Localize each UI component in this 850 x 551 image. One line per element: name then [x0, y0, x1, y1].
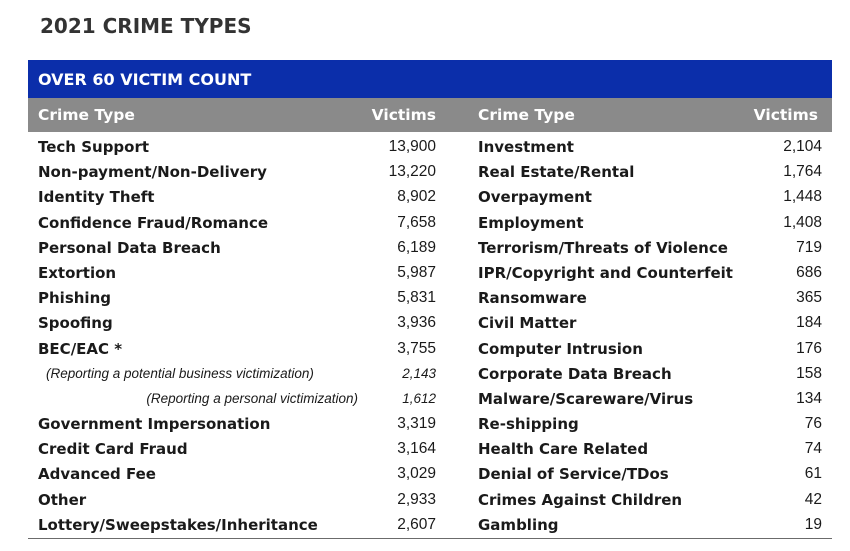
crime-type-cell: Phishing [38, 289, 111, 308]
crime-type-cell: Government Impersonation [38, 415, 271, 434]
header-crime-type-right: Crime Type [478, 106, 575, 124]
crime-type-cell: Denial of Service/TDos [478, 465, 669, 484]
victims-cell: 5,831 [397, 289, 436, 307]
victims-cell: 1,448 [783, 188, 822, 206]
table-banner: OVER 60 VICTIM COUNT [28, 60, 832, 98]
crime-type-cell: Employment [478, 213, 584, 232]
crime-type-cell: Civil Matter [478, 314, 577, 333]
crime-type-cell: Spoofing [38, 314, 113, 333]
crime-type-cell: Ransomware [478, 289, 587, 308]
victims-cell: 176 [796, 339, 822, 357]
header-victims-left: Victims [371, 106, 436, 124]
crime-type-cell: Other [38, 490, 87, 509]
crime-type-cell: Credit Card Fraud [38, 440, 188, 459]
table-row [28, 211, 832, 236]
table-row [28, 160, 832, 185]
victims-cell: 6,189 [397, 238, 436, 256]
victims-cell: 1,764 [783, 163, 822, 181]
crime-type-cell: Extortion [38, 263, 117, 282]
crime-type-cell: Personal Data Breach [38, 238, 221, 257]
table-row [28, 362, 832, 387]
victims-cell: 19 [804, 515, 822, 533]
table-row [28, 337, 832, 362]
crime-type-cell: Computer Intrusion [478, 339, 643, 358]
crime-type-cell: Non-payment/Non-Delivery [38, 163, 267, 182]
victims-cell: 134 [796, 389, 822, 407]
table-body [28, 135, 832, 539]
crime-types-table [28, 60, 832, 539]
victims-cell: 184 [796, 314, 822, 332]
victims-cell: 3,319 [397, 415, 436, 433]
crime-type-cell: (Reporting a personal victimization) [146, 390, 358, 406]
victims-cell: 1,612 [402, 390, 436, 406]
victims-cell: 1,408 [783, 213, 822, 231]
crime-type-cell: Terrorism/Threats of Violence [478, 238, 728, 257]
victims-cell: 2,104 [783, 138, 822, 155]
victims-cell: 13,900 [388, 138, 436, 155]
crime-type-cell: Malware/Scareware/Virus [478, 389, 694, 408]
crime-type-cell: Gambling [478, 515, 559, 534]
table-row [28, 412, 832, 437]
crime-type-cell: Confidence Fraud/Romance [38, 213, 269, 232]
crime-type-cell: Tech Support [38, 138, 150, 156]
table-row [28, 286, 832, 311]
header-crime-type-left: Crime Type [38, 106, 135, 124]
crime-type-cell: Crimes Against Children [478, 490, 683, 509]
victims-cell: 2,607 [397, 515, 436, 533]
crime-type-cell: Re-shipping [478, 415, 579, 434]
victims-cell: 76 [804, 415, 822, 433]
crime-type-cell: IPR/Copyright and Counterfeit [478, 263, 733, 282]
table-row [28, 135, 832, 160]
table-row [28, 462, 832, 487]
victims-cell: 158 [796, 364, 822, 382]
victims-cell: 2,143 [402, 365, 436, 381]
victims-cell: 61 [804, 465, 822, 483]
crime-type-cell: Lottery/Sweepstakes/Inheritance [38, 515, 318, 534]
table-row [28, 437, 832, 462]
victims-cell: 42 [804, 490, 822, 508]
victims-cell: 686 [796, 263, 822, 281]
crime-type-cell: Advanced Fee [38, 465, 156, 484]
victims-cell: 7,658 [397, 213, 436, 231]
table-row [28, 513, 832, 538]
victims-cell: 365 [796, 289, 822, 307]
table-row [28, 387, 832, 412]
crime-type-cell: Corporate Data Breach [478, 364, 672, 383]
crime-type-cell: Identity Theft [38, 188, 155, 207]
header-victims-right: Victims [753, 106, 818, 124]
crime-type-cell: BEC/EAC * [38, 339, 123, 358]
victims-cell: 3,755 [397, 339, 436, 357]
table-row [28, 311, 832, 336]
table-row [28, 261, 832, 286]
crime-type-cell: (Reporting a potential business victimization) [46, 365, 314, 381]
victims-cell: 5,987 [397, 263, 436, 281]
table-row [28, 488, 832, 513]
victims-cell: 3,936 [397, 314, 436, 332]
crime-type-cell: Health Care Related [478, 440, 649, 459]
victims-cell: 13,220 [388, 163, 436, 181]
victims-cell: 3,029 [397, 465, 436, 483]
crime-type-cell: Overpayment [478, 188, 592, 207]
victims-cell: 3,164 [397, 440, 436, 458]
victims-cell: 2,933 [397, 490, 436, 508]
table-header-row [28, 98, 832, 132]
victims-cell: 719 [796, 238, 822, 256]
crime-type-cell: Real Estate/Rental [478, 163, 635, 182]
victims-cell: 8,902 [397, 188, 436, 206]
page-title: 2021 CRIME TYPES [40, 14, 252, 38]
crime-type-cell: Investment [478, 138, 574, 156]
table-row [28, 236, 832, 261]
table-row [28, 185, 832, 210]
victims-cell: 74 [804, 440, 822, 458]
